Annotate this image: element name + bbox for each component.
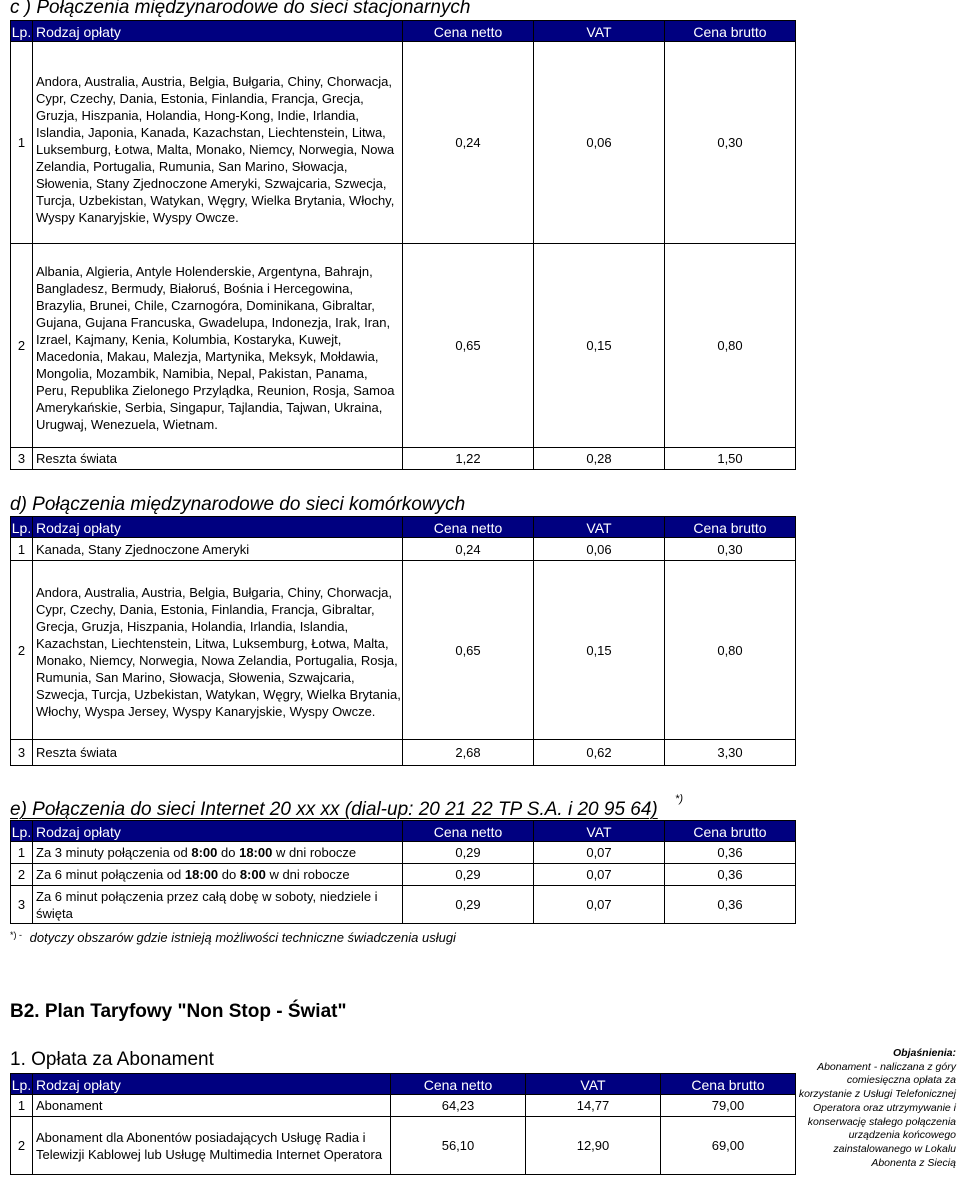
row-net: 0,29 [403, 886, 534, 924]
section-e-footnote [10, 930, 456, 945]
row-desc: Andora, Australia, Austria, Belgia, Bułgaria, Chiny, Chorwacja, Cypr, Czechy, Dania, Estonia, Finlandia, Francja, Grecja, Gruzja, Hiszpania, Holandia, Hong-Kong, Indie, Irlandia, Islandia, Japonia, Kanada, Kazachstan, Liechtenstein, Litwa, Luksemburg, Łotwa, Malta, Monako, Niemcy, Norwegia, Nowa Zelandia, Portugalia, Rumunia, San Marino, Słowacja, Słowenia, Stany Zjednoczone Ameryki, Szwajcaria, Szwecja, Turcja, Uzbekistan, Watykan, Węgry, Wielka Brytania, Włochy, Wyspy Kanaryjskie, Wyspy Owcze. [33, 42, 403, 244]
header-vat: VAT [534, 821, 665, 842]
table-row [11, 561, 796, 740]
row-vat: 0,15 [534, 561, 665, 740]
section-c-title: c ) Połączenia międzynarodowe do sieci stacjonarnych [10, 0, 471, 18]
header-vat: VAT [534, 517, 665, 538]
section-c-table [10, 20, 796, 470]
row-desc: Albania, Algieria, Antyle Holenderskie, Argentyna, Bahrajn, Bangladesz, Bermudy, Białoruś, Bośnia i Hercegowina, Brazylia, Brunei, Chile, Czarnogóra, Dominikana, Gibraltar, Gujana, Gujana Francuska, Gwadelupa, Indonezja, Irak, Iran, Izrael, Kajmany, Kenia, Kolumbia, Kostaryka, Kuwejt, Macedonia, Makau, Malezja, Martynika, Meksyk, Mołdawia, Mongolia, Mozambik, Namibia, Nepal, Pakistan, Panama, Peru, Republika Zielonego Przylądka, Reunion, Rosja, Samoa Amerykańskie, Serbia, Singapur, Tajlandia, Tajwan, Ukraina, Urugwaj, Wenezuela, Wietnam. [33, 244, 403, 448]
row-net: 2,68 [403, 740, 534, 766]
row-gross: 0,36 [665, 864, 796, 886]
row-lp: 3 [11, 886, 33, 924]
table-row [11, 448, 796, 470]
footnote-text: dotyczy obszarów gdzie istnieją możliwości techniczne świadczenia usługi [29, 930, 456, 945]
row-net: 0,24 [403, 538, 534, 561]
header-type: Rodzaj opłaty [33, 821, 403, 842]
header-gross: Cena brutto [665, 821, 796, 842]
section-e-title-mark: *) [675, 793, 683, 805]
row-desc: Abonament dla Abonentów posiadających Usługę Radia i Telewizji Kablowej lub Usługę Multimedia Internet Operatora [33, 1117, 391, 1175]
row-desc: Za 6 minut połączenia przez całą dobę w soboty, niedziele i święta [33, 886, 403, 924]
row-vat: 14,77 [526, 1095, 661, 1117]
footnote-mark: *) - [10, 930, 22, 940]
table-row [11, 740, 796, 766]
explanation-text: Abonament - naliczana z góry comiesięczna opłata za korzystanie z Usługi Telefonicznej Operatora oraz utrzymywanie i konserwację stałego połączenia urządzenia końcowego zainstalowanego w Lokalu Abonenta z Siecią [798, 1060, 956, 1169]
header-lp: Lp. [11, 517, 33, 538]
section-e-table [10, 820, 796, 924]
header-net: Cena netto [403, 517, 534, 538]
header-net: Cena netto [403, 21, 534, 42]
table-row [11, 864, 796, 886]
row-vat: 0,07 [534, 842, 665, 864]
row-net: 1,22 [403, 448, 534, 470]
row-net: 0,29 [403, 842, 534, 864]
row-net: 0,65 [403, 244, 534, 448]
table-row [11, 842, 796, 864]
section-d-title: d) Połączenia międzynarodowe do sieci komórkowych [10, 494, 466, 515]
table-row [11, 1117, 796, 1175]
row-vat: 0,06 [534, 42, 665, 244]
row-lp: 2 [11, 561, 33, 740]
row-lp: 2 [11, 244, 33, 448]
row-desc: Andora, Australia, Austria, Belgia, Bułgaria, Chiny, Chorwacja, Cypr, Czechy, Dania, Estonia, Finlandia, Francja, Gibraltar, Grecja, Gruzja, Hiszpania, Holandia, Irlandia, Islandia, Kazachstan, Liechtenstein, Litwa, Luksemburg, Łotwa, Malta, Monako, Niemcy, Norwegia, Nowa Zelandia, Portugalia, Rosja, Rumunia, San Marino, Słowacja, Słowenia, Szwajcaria, Szwecja, Turcja, Uzbekistan, Watykan, Węgry, Wielka Brytania, Włochy, Wyspa Jersey, Wyspy Kanaryjskie, Wyspy Owcze. [33, 561, 403, 740]
table-row [11, 1095, 796, 1117]
row-gross: 79,00 [661, 1095, 796, 1117]
row-gross: 0,36 [665, 842, 796, 864]
header-vat: VAT [534, 21, 665, 42]
table-header [11, 517, 796, 538]
row-vat: 0,62 [534, 740, 665, 766]
section-e-title-text: e) Połączenia do sieci Internet 20 xx xx (dial-up: 20 21 22 TP S.A. i 20 95 64) [10, 799, 658, 820]
row-gross: 1,50 [665, 448, 796, 470]
row-lp: 2 [11, 1117, 33, 1175]
row-gross: 0,30 [665, 42, 796, 244]
table-row [11, 244, 796, 448]
row-gross: 0,80 [665, 561, 796, 740]
header-type: Rodzaj opłaty [33, 1074, 391, 1095]
row-lp: 1 [11, 842, 33, 864]
row-desc: Kanada, Stany Zjednoczone Ameryki [33, 538, 403, 561]
header-gross: Cena brutto [665, 517, 796, 538]
table-row [11, 886, 796, 924]
row-desc: Za 6 minut połączenia od 18:00 do 8:00 w dni robocze [33, 864, 403, 886]
row-net: 64,23 [391, 1095, 526, 1117]
row-lp: 1 [11, 42, 33, 244]
row-gross: 0,36 [665, 886, 796, 924]
section-d-table [10, 516, 796, 766]
row-lp: 1 [11, 1095, 33, 1117]
header-lp: Lp. [11, 21, 33, 42]
table-header [11, 1074, 796, 1095]
b2-subtitle: 1. Opłata za Abonament [10, 1049, 214, 1070]
row-lp: 3 [11, 740, 33, 766]
section-e-title [10, 793, 683, 821]
row-lp: 2 [11, 864, 33, 886]
b2-table [10, 1073, 796, 1175]
header-vat: VAT [526, 1074, 661, 1095]
header-lp: Lp. [11, 821, 33, 842]
row-net: 0,24 [403, 42, 534, 244]
row-vat: 0,07 [534, 864, 665, 886]
header-gross: Cena brutto [661, 1074, 796, 1095]
b2-title: B2. Plan Taryfowy "Non Stop - Świat" [10, 1001, 347, 1022]
table-header [11, 21, 796, 42]
row-desc: Reszta świata [33, 740, 403, 766]
row-net: 56,10 [391, 1117, 526, 1175]
row-gross: 0,80 [665, 244, 796, 448]
row-desc: Abonament [33, 1095, 391, 1117]
row-vat: 0,07 [534, 886, 665, 924]
table-row [11, 42, 796, 244]
header-lp: Lp. [11, 1074, 33, 1095]
row-gross: 3,30 [665, 740, 796, 766]
row-gross: 69,00 [661, 1117, 796, 1175]
table-header [11, 821, 796, 842]
row-lp: 3 [11, 448, 33, 470]
table-row [11, 538, 796, 561]
row-net: 0,29 [403, 864, 534, 886]
row-desc: Za 3 minuty połączenia od 8:00 do 18:00 w dni robocze [33, 842, 403, 864]
header-net: Cena netto [403, 821, 534, 842]
row-net: 0,65 [403, 561, 534, 740]
row-lp: 1 [11, 538, 33, 561]
row-desc: Reszta świata [33, 448, 403, 470]
header-type: Rodzaj opłaty [33, 517, 403, 538]
header-net: Cena netto [391, 1074, 526, 1095]
b2-explanation [796, 1047, 956, 1170]
explanation-heading: Objaśnienia: [892, 1047, 956, 1059]
row-gross: 0,30 [665, 538, 796, 561]
row-vat: 0,28 [534, 448, 665, 470]
row-vat: 12,90 [526, 1117, 661, 1175]
row-vat: 0,06 [534, 538, 665, 561]
header-gross: Cena brutto [665, 21, 796, 42]
header-type: Rodzaj opłaty [33, 21, 403, 42]
row-vat: 0,15 [534, 244, 665, 448]
